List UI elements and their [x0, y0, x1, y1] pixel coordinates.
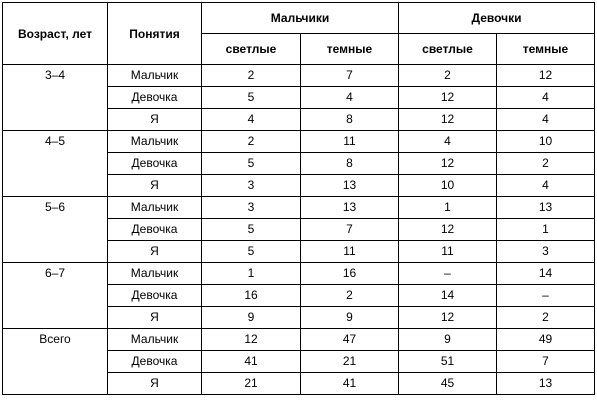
girls-light-cell: 9	[399, 329, 497, 351]
girls-light-cell: 12	[399, 219, 497, 241]
table-row	[3, 131, 595, 153]
boys-dark-cell: 11	[301, 241, 399, 263]
boys-light-cell: 5	[202, 219, 301, 241]
boys-light-cell: 5	[202, 87, 301, 109]
table-row	[3, 263, 595, 285]
girls-light-cell: 14	[399, 285, 497, 307]
girls-dark-cell: 4	[497, 109, 595, 131]
girls-dark-cell: 12	[497, 65, 595, 87]
girls-light-cell: 4	[399, 131, 497, 153]
boys-dark-cell: 8	[301, 109, 399, 131]
table-body	[3, 65, 595, 395]
concept-cell: Я	[108, 175, 202, 197]
age-column-header: Возраст, лет	[3, 3, 108, 65]
concept-cell: Я	[108, 241, 202, 263]
girls-group-header: Девочки	[399, 3, 595, 34]
concept-cell: Девочка	[108, 153, 202, 175]
data-table	[2, 2, 595, 395]
age-group-cell: 5–6	[3, 197, 108, 263]
boys-dark-cell: 21	[301, 351, 399, 373]
girls-light-cell: 12	[399, 87, 497, 109]
table-row	[3, 65, 595, 87]
girls-light-cell: 10	[399, 175, 497, 197]
boys-light-cell: 3	[202, 197, 301, 219]
boys-light-header: светлые	[202, 34, 301, 65]
table-header	[3, 3, 595, 65]
boys-dark-cell: 47	[301, 329, 399, 351]
girls-light-header: светлые	[399, 34, 497, 65]
boys-dark-cell: 8	[301, 153, 399, 175]
boys-dark-cell: 7	[301, 219, 399, 241]
age-group-cell: 3–4	[3, 65, 108, 131]
boys-light-cell: 2	[202, 65, 301, 87]
girls-dark-cell: 3	[497, 241, 595, 263]
boys-dark-cell: 11	[301, 131, 399, 153]
boys-dark-cell: 2	[301, 285, 399, 307]
boys-light-cell: 3	[202, 175, 301, 197]
girls-light-cell: –	[399, 263, 497, 285]
concept-cell: Мальчик	[108, 197, 202, 219]
girls-dark-header: темные	[497, 34, 595, 65]
concept-cell: Я	[108, 373, 202, 395]
boys-dark-cell: 16	[301, 263, 399, 285]
boys-light-cell: 5	[202, 153, 301, 175]
boys-dark-cell: 13	[301, 175, 399, 197]
girls-dark-cell: 2	[497, 307, 595, 329]
boys-dark-cell: 4	[301, 87, 399, 109]
concept-cell: Я	[108, 307, 202, 329]
girls-dark-cell: –	[497, 285, 595, 307]
table-row	[3, 329, 595, 351]
concept-cell: Мальчик	[108, 65, 202, 87]
girls-dark-cell: 13	[497, 197, 595, 219]
girls-dark-cell: 4	[497, 87, 595, 109]
boys-light-cell: 2	[202, 131, 301, 153]
girls-dark-cell: 14	[497, 263, 595, 285]
boys-dark-cell: 7	[301, 65, 399, 87]
girls-light-cell: 12	[399, 109, 497, 131]
girls-light-cell: 51	[399, 351, 497, 373]
boys-light-cell: 4	[202, 109, 301, 131]
girls-dark-cell: 4	[497, 175, 595, 197]
age-group-cell: Всего	[3, 329, 108, 395]
girls-dark-cell: 49	[497, 329, 595, 351]
concept-cell: Девочка	[108, 87, 202, 109]
concept-cell: Девочка	[108, 219, 202, 241]
boys-dark-cell: 9	[301, 307, 399, 329]
boys-light-cell: 9	[202, 307, 301, 329]
girls-dark-cell: 10	[497, 131, 595, 153]
header-row-1	[3, 3, 595, 34]
girls-dark-cell: 13	[497, 373, 595, 395]
girls-light-cell: 12	[399, 153, 497, 175]
girls-dark-cell: 1	[497, 219, 595, 241]
concept-cell: Я	[108, 109, 202, 131]
girls-light-cell: 2	[399, 65, 497, 87]
boys-light-cell: 1	[202, 263, 301, 285]
boys-light-cell: 12	[202, 329, 301, 351]
boys-dark-header: темные	[301, 34, 399, 65]
boys-dark-cell: 13	[301, 197, 399, 219]
girls-light-cell: 1	[399, 197, 497, 219]
girls-light-cell: 12	[399, 307, 497, 329]
girls-light-cell: 11	[399, 241, 497, 263]
girls-dark-cell: 2	[497, 153, 595, 175]
boys-light-cell: 5	[202, 241, 301, 263]
table-row	[3, 197, 595, 219]
boys-dark-cell: 41	[301, 373, 399, 395]
boys-light-cell: 21	[202, 373, 301, 395]
boys-light-cell: 16	[202, 285, 301, 307]
girls-dark-cell: 7	[497, 351, 595, 373]
concepts-column-header: Понятия	[108, 3, 202, 65]
boys-light-cell: 41	[202, 351, 301, 373]
concept-cell: Девочка	[108, 285, 202, 307]
age-group-cell: 6–7	[3, 263, 108, 329]
age-group-cell: 4–5	[3, 131, 108, 197]
concept-cell: Девочка	[108, 351, 202, 373]
girls-light-cell: 45	[399, 373, 497, 395]
boys-group-header: Мальчики	[202, 3, 399, 34]
concept-cell: Мальчик	[108, 131, 202, 153]
concept-cell: Мальчик	[108, 329, 202, 351]
concept-cell: Мальчик	[108, 263, 202, 285]
